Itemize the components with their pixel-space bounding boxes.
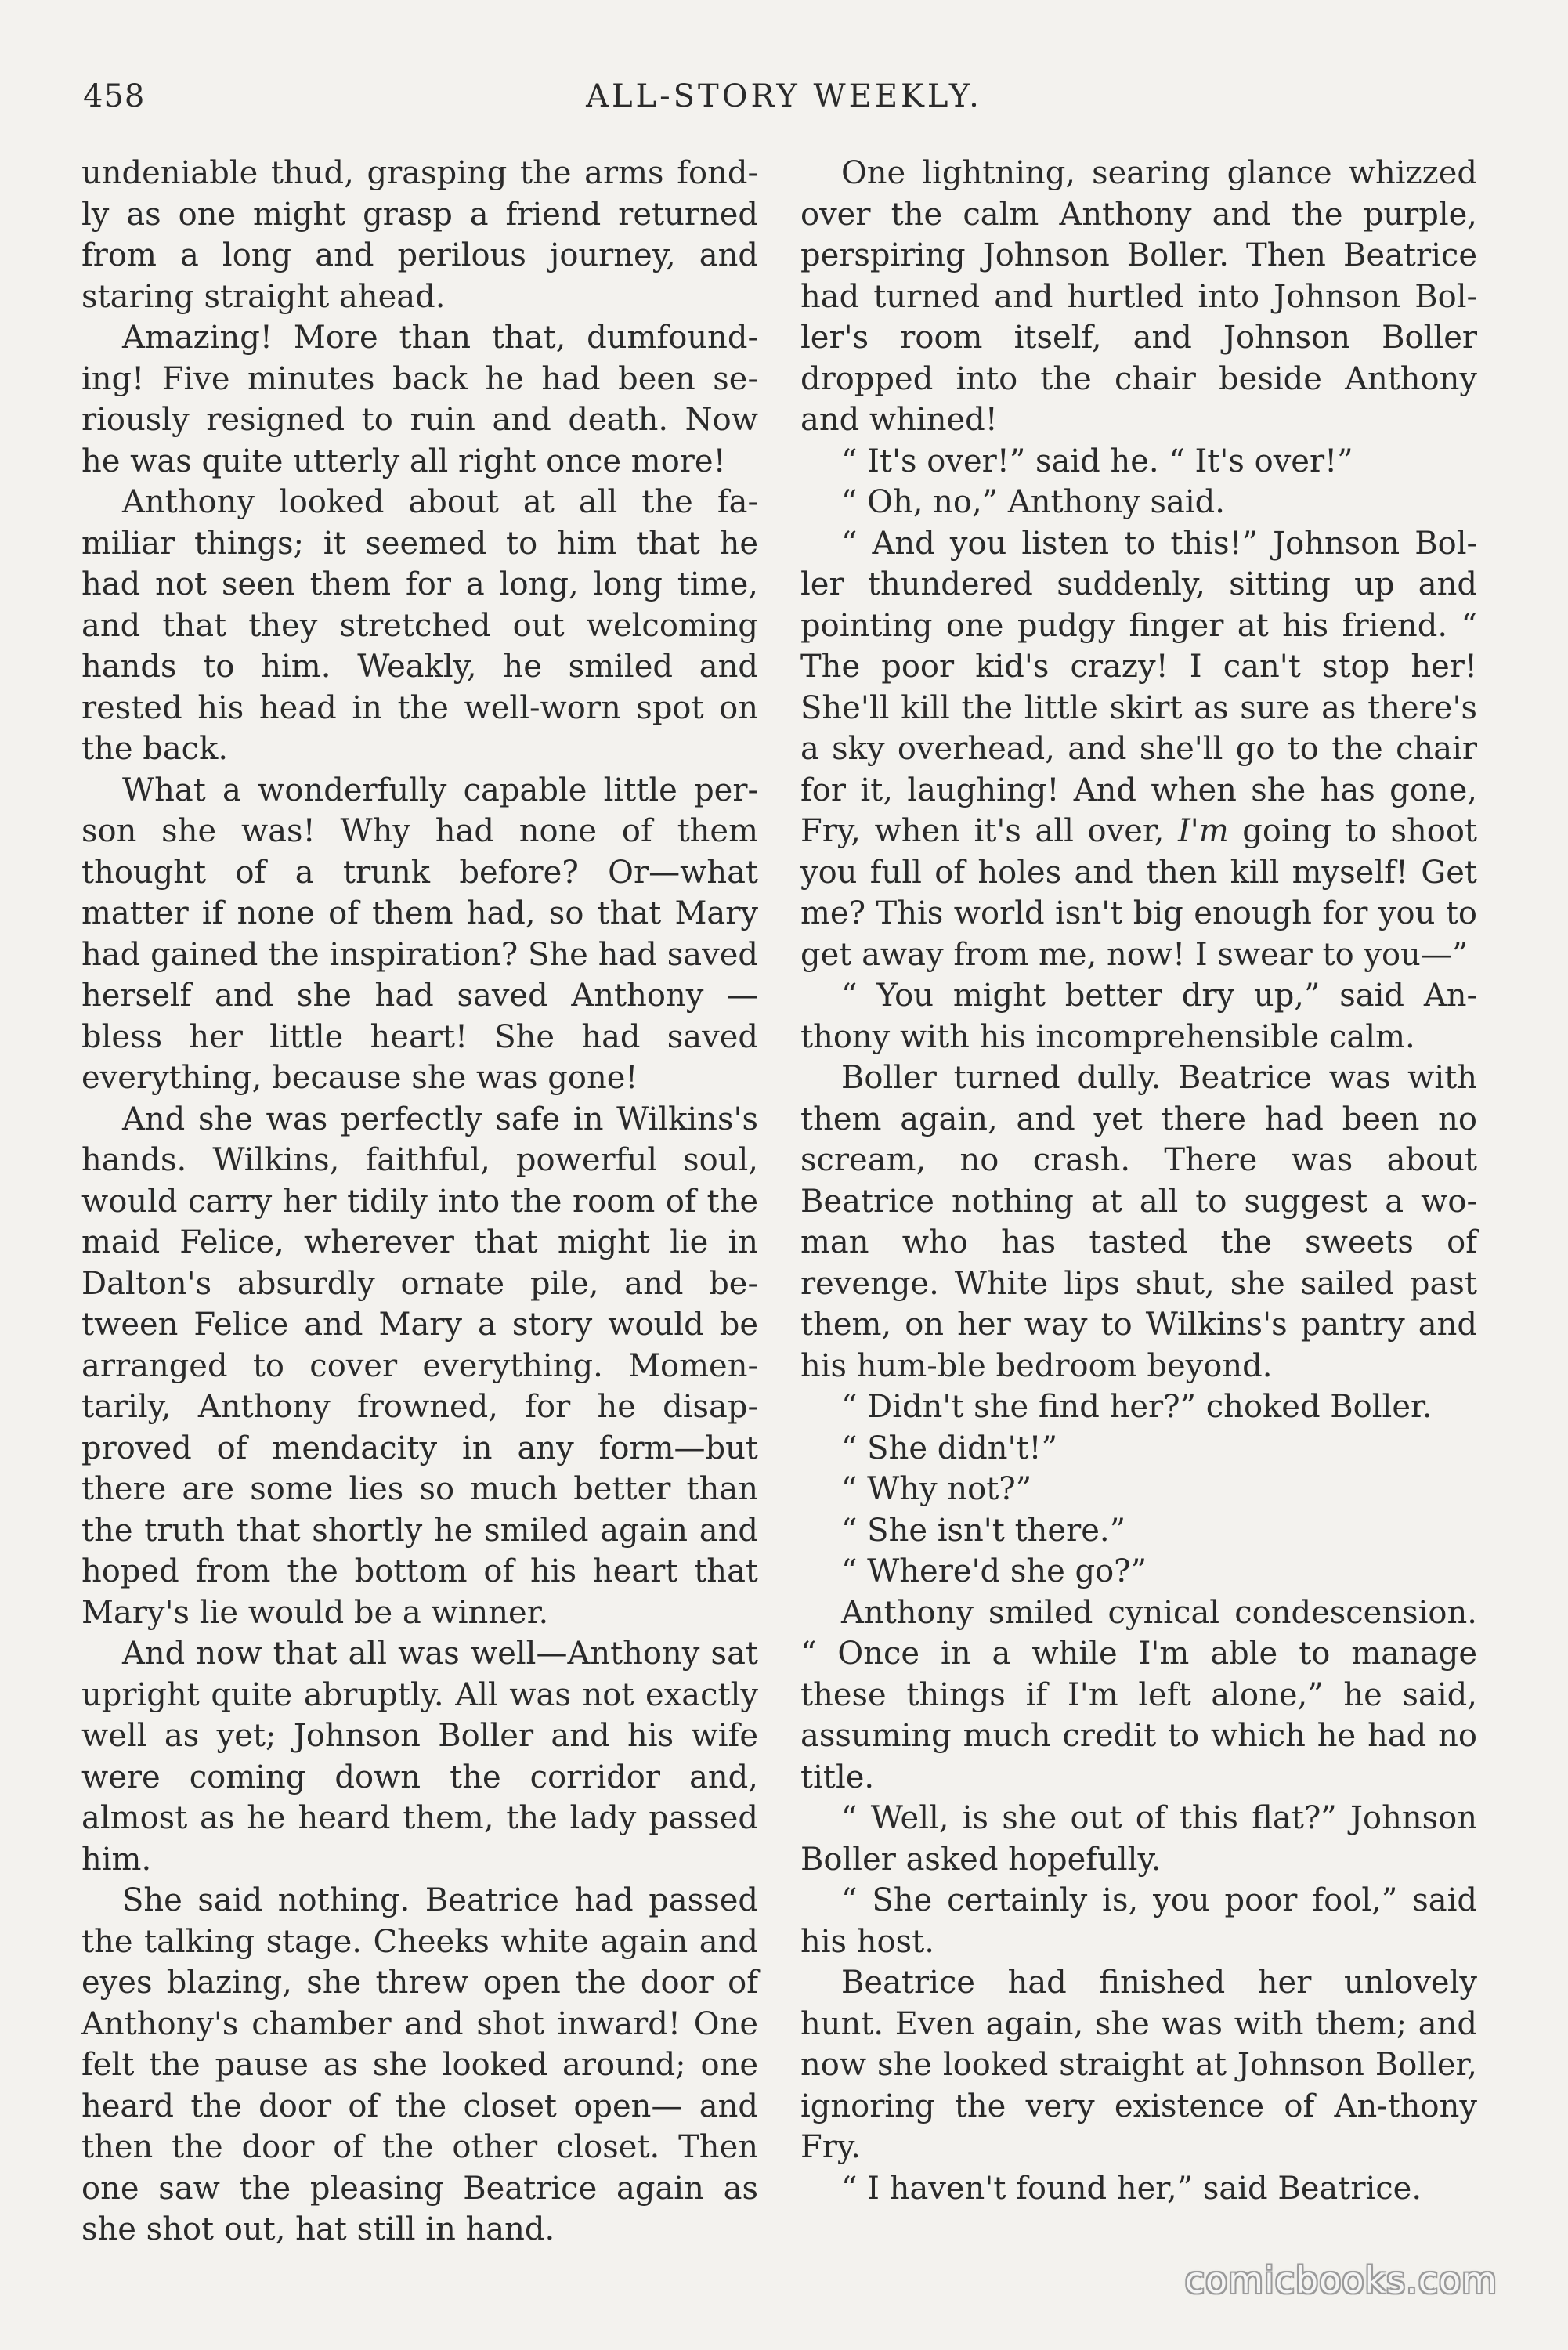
watermark-logo: comicbooks.com — [1184, 2259, 1498, 2301]
paragraph: “ You might better dry up,” said An-thony with his incomprehensible calm. — [800, 978, 1477, 1055]
paragraph: “ She certainly is, you poor fool,” said his host. — [800, 1882, 1477, 1960]
paragraph: “ Well, is she out of this flat?” Johnson Boller asked hopefully. — [800, 1800, 1477, 1878]
paragraph: “ It's over!” said he. “ It's over!” — [841, 443, 1353, 479]
paragraph: “ I haven't found her,” said Beatrice. — [841, 2170, 1422, 2207]
paragraph: Anthony smiled cynical condescension. “ Once in a while I'm able to manage these things if I'm left alone,” he said, assuming much credit to which he had no title. — [800, 1594, 1477, 1795]
paragraph: One lightning, searing glance whizzed over the calm Anthony and the purple, perspiring Johnson Boller. Then Beatrice had turned and hurtled into Johnson Bol-ler's room itself, and Johnson Boller dropped into the chair beside Anthony and whined! — [800, 155, 1477, 438]
paragraph: Beatrice had finished her unlovely hunt. Even again, she was with them; and now she looked straight at Johnson Boller, ignoring the very existence of An-thony Fry. — [800, 1965, 1477, 2165]
paragraph: Anthony looked about at all the fa-miliar things; it seemed to him that he had not seen them for a long, long time, and that they stretched out welcoming hands to him. Weakly, he smiled and rested his head in the well-worn spot on the back. — [81, 484, 758, 767]
paragraph: “ She didn't!” — [841, 1430, 1058, 1466]
paragraph-text: “ And you listen to this!” Johnson Bol-ler thundered suddenly, sitting up and pointing one pudgy finger at his friend. “ The poor kid's crazy! I can't stop her! She'll kill the little skirt as sure as there's a sky overhead, and she'll go to the chair for it, laughing! And when she has gone, Fry, when it's all over, — [800, 525, 1477, 849]
paragraph: She said nothing. Beatrice had passed the talking stage. Cheeks white again and eyes blazing, she threw open the door of Anthony's chamber and shot inward! One felt the pause as she looked around; one heard the door of the closet open— and then the door of the other closet. Then one saw the pleasing Beatrice again as she shot out, hat still in hand. — [81, 1882, 758, 2247]
page-header — [83, 78, 1485, 125]
paragraph: “ Oh, no,” Anthony said. — [841, 484, 1225, 520]
running-title: ALL-STORY WEEKLY. — [586, 78, 982, 114]
paragraph: What a wonderfully capable little per-son she was! Why had none of them thought of a trunk before? Or—what matter if none of them had, so that Mary had gained the inspiration? She had saved herself and she had saved Anthony —bless her little heart! She had saved everything, because she was gone! — [81, 772, 758, 1096]
paragraph: “ Why not?” — [841, 1471, 1032, 1507]
paragraph: And she was perfectly safe in Wilkins's hands. Wilkins, faithful, powerful soul, would carry her tidily into the room of the maid Felice, wherever that might lie in Dalton's absurdly ornate pile, and be-tween Felice and Mary a story would be arranged to cover everything. Momen-tarily, Anthony frowned, for he disap-proved of mendacity in any form—but there are some lies so much better than the truth that shortly he smiled again and hoped from the bottom of his heart that Mary's lie would be a winner. — [81, 1101, 758, 1631]
page-number: 458 — [83, 78, 146, 114]
paragraph: undeniable thud, grasping the arms fond-ly as one might grasp a friend returned from a long and perilous journey, and staring straight ahead. — [81, 155, 758, 315]
paragraph-with-emphasis — [800, 523, 1477, 976]
emphasis-text: I'm — [1177, 813, 1229, 849]
paragraph: “ Where'd she go?” — [841, 1553, 1147, 1589]
paragraph: And now that all was well—Anthony sat upright quite abruptly. All was not exactly well as yet; Johnson Boller and his wife were coming down the corridor and, almost as he heard them, the lady passed him. — [81, 1636, 758, 1878]
paragraph: “ Didn't she find her?” choked Boller. — [841, 1389, 1433, 1425]
paragraph: “ She isn't there.” — [841, 1512, 1126, 1549]
paragraph-text: going to shoot you full of holes and then kill myself! Get me? This world isn't big enough for you to get away from me, now! I swear to you—” — [800, 813, 1478, 973]
paragraph: Boller turned dully. Beatrice was with them again, and yet there had been no scream, no crash. There was about Beatrice nothing at all to suggest a wo-man who has tasted the sweets of revenge. White lips shut, she sailed past them, on her way to Wilkins's pantry and his hum-ble bedroom beyond. — [800, 1060, 1477, 1384]
right-column — [800, 153, 1477, 2209]
left-column — [81, 153, 758, 2251]
paragraph: Amazing! More than that, dumfound-ing! Five minutes back he had been se-riously resigned to ruin and death. Now he was quite utterly all right once more! — [81, 320, 758, 479]
